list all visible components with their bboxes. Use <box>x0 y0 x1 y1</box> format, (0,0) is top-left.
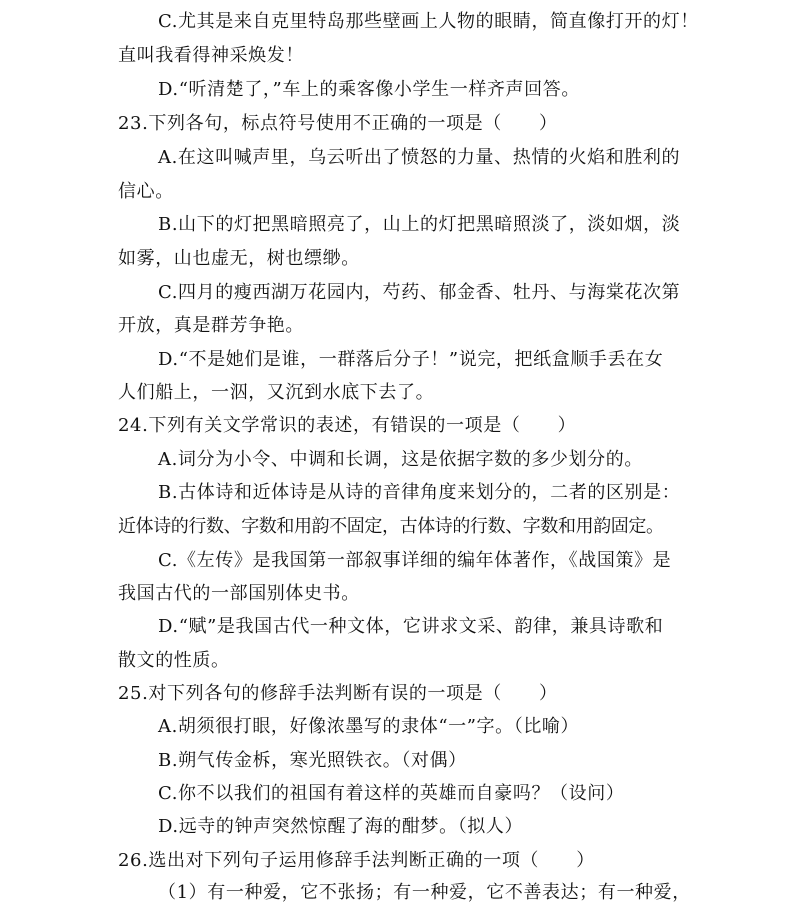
option-c-line-1: C.尤其是来自克里特岛那些壁画上人物的眼睛，简直像打开的灯！ <box>158 11 699 32</box>
q23-option-b-line-1: B.山下的灯把黑暗照亮了，山上的灯把黑暗照淡了，淡如烟，淡 <box>158 214 681 235</box>
question-25: 25.对下列各句的修辞手法判断有误的一项是（ ） <box>118 683 558 704</box>
q24-option-b-line-2: 近体诗的行数、字数和用韵不固定，古体诗的行数、字数和用韵固定。 <box>118 516 664 537</box>
q25-option-b: B.朔气传金柝，寒光照铁衣。（对偶） <box>158 750 467 771</box>
q23-option-c-line-2: 开放，真是群芳争艳。 <box>118 315 304 336</box>
q23-option-a-line-1: A.在这叫喊声里，乌云听出了愤怒的力量、热情的火焰和胜利的 <box>158 147 681 168</box>
q25-option-c: C.你不以我们的祖国有着这样的英雄而自豪吗？（设问） <box>158 783 625 804</box>
question-24: 24.下列有关文学常识的表述，有错误的一项是（ ） <box>118 415 577 436</box>
q23-option-a-line-2: 信心。 <box>118 181 174 202</box>
q23-option-b-line-2: 如雾，山也虚无，树也缥缈。 <box>118 248 360 269</box>
q24-option-a: A.词分为小令、中调和长调，这是依据字数的多少划分的。 <box>158 449 643 470</box>
q25-option-d: D.远寺的钟声突然惊醒了海的酣梦。（拟人） <box>158 816 524 837</box>
q23-option-d-line-2: 人们船上，一泅，又沉到水底下去了。 <box>118 382 435 403</box>
question-23: 23.下列各句，标点符号使用不正确的一项是（ ） <box>118 113 558 134</box>
q26-sentence-1: （1）有一种爱，它不张扬；有一种爱，它不善表达；有一种爱， <box>158 882 691 903</box>
q24-option-d-line-1: D.“赋”是我国古代一种文体，它讲求文采、韵律，兼具诗歌和 <box>158 616 664 637</box>
q23-option-c-line-1: C.四月的瘦西湖万花园内，芍药、郁金香、牡丹、与海棠花次第 <box>158 282 681 303</box>
question-26: 26.选出对下列句子运用修辞手法判断正确的一项（ ） <box>118 850 595 871</box>
q24-option-b-line-1: B.古体诗和近体诗是从诗的音律角度来划分的，二者的区别是： <box>158 482 681 503</box>
q24-option-c-line-2: 我国古代的一部国别体史书。 <box>118 583 360 604</box>
q24-option-c-line-1: C.《左传》是我国第一部叙事详细的编年体著作，《战国策》是 <box>158 550 672 571</box>
q25-option-a: A.胡须很打眼，好像浓墨写的隶体“一”字。（比喻） <box>158 716 580 737</box>
option-c-line-2: 直叫我看得神采焕发！ <box>118 45 304 66</box>
q23-option-d-line-1: D.“不是她们是谁，一群落后分子！”说完，把纸盒顺手丢在女 <box>158 349 664 370</box>
q24-option-d-line-2: 散文的性质。 <box>118 650 230 671</box>
option-d-line: D.“听清楚了，”车上的乘客像小学生一样齐声回答。 <box>158 79 580 100</box>
